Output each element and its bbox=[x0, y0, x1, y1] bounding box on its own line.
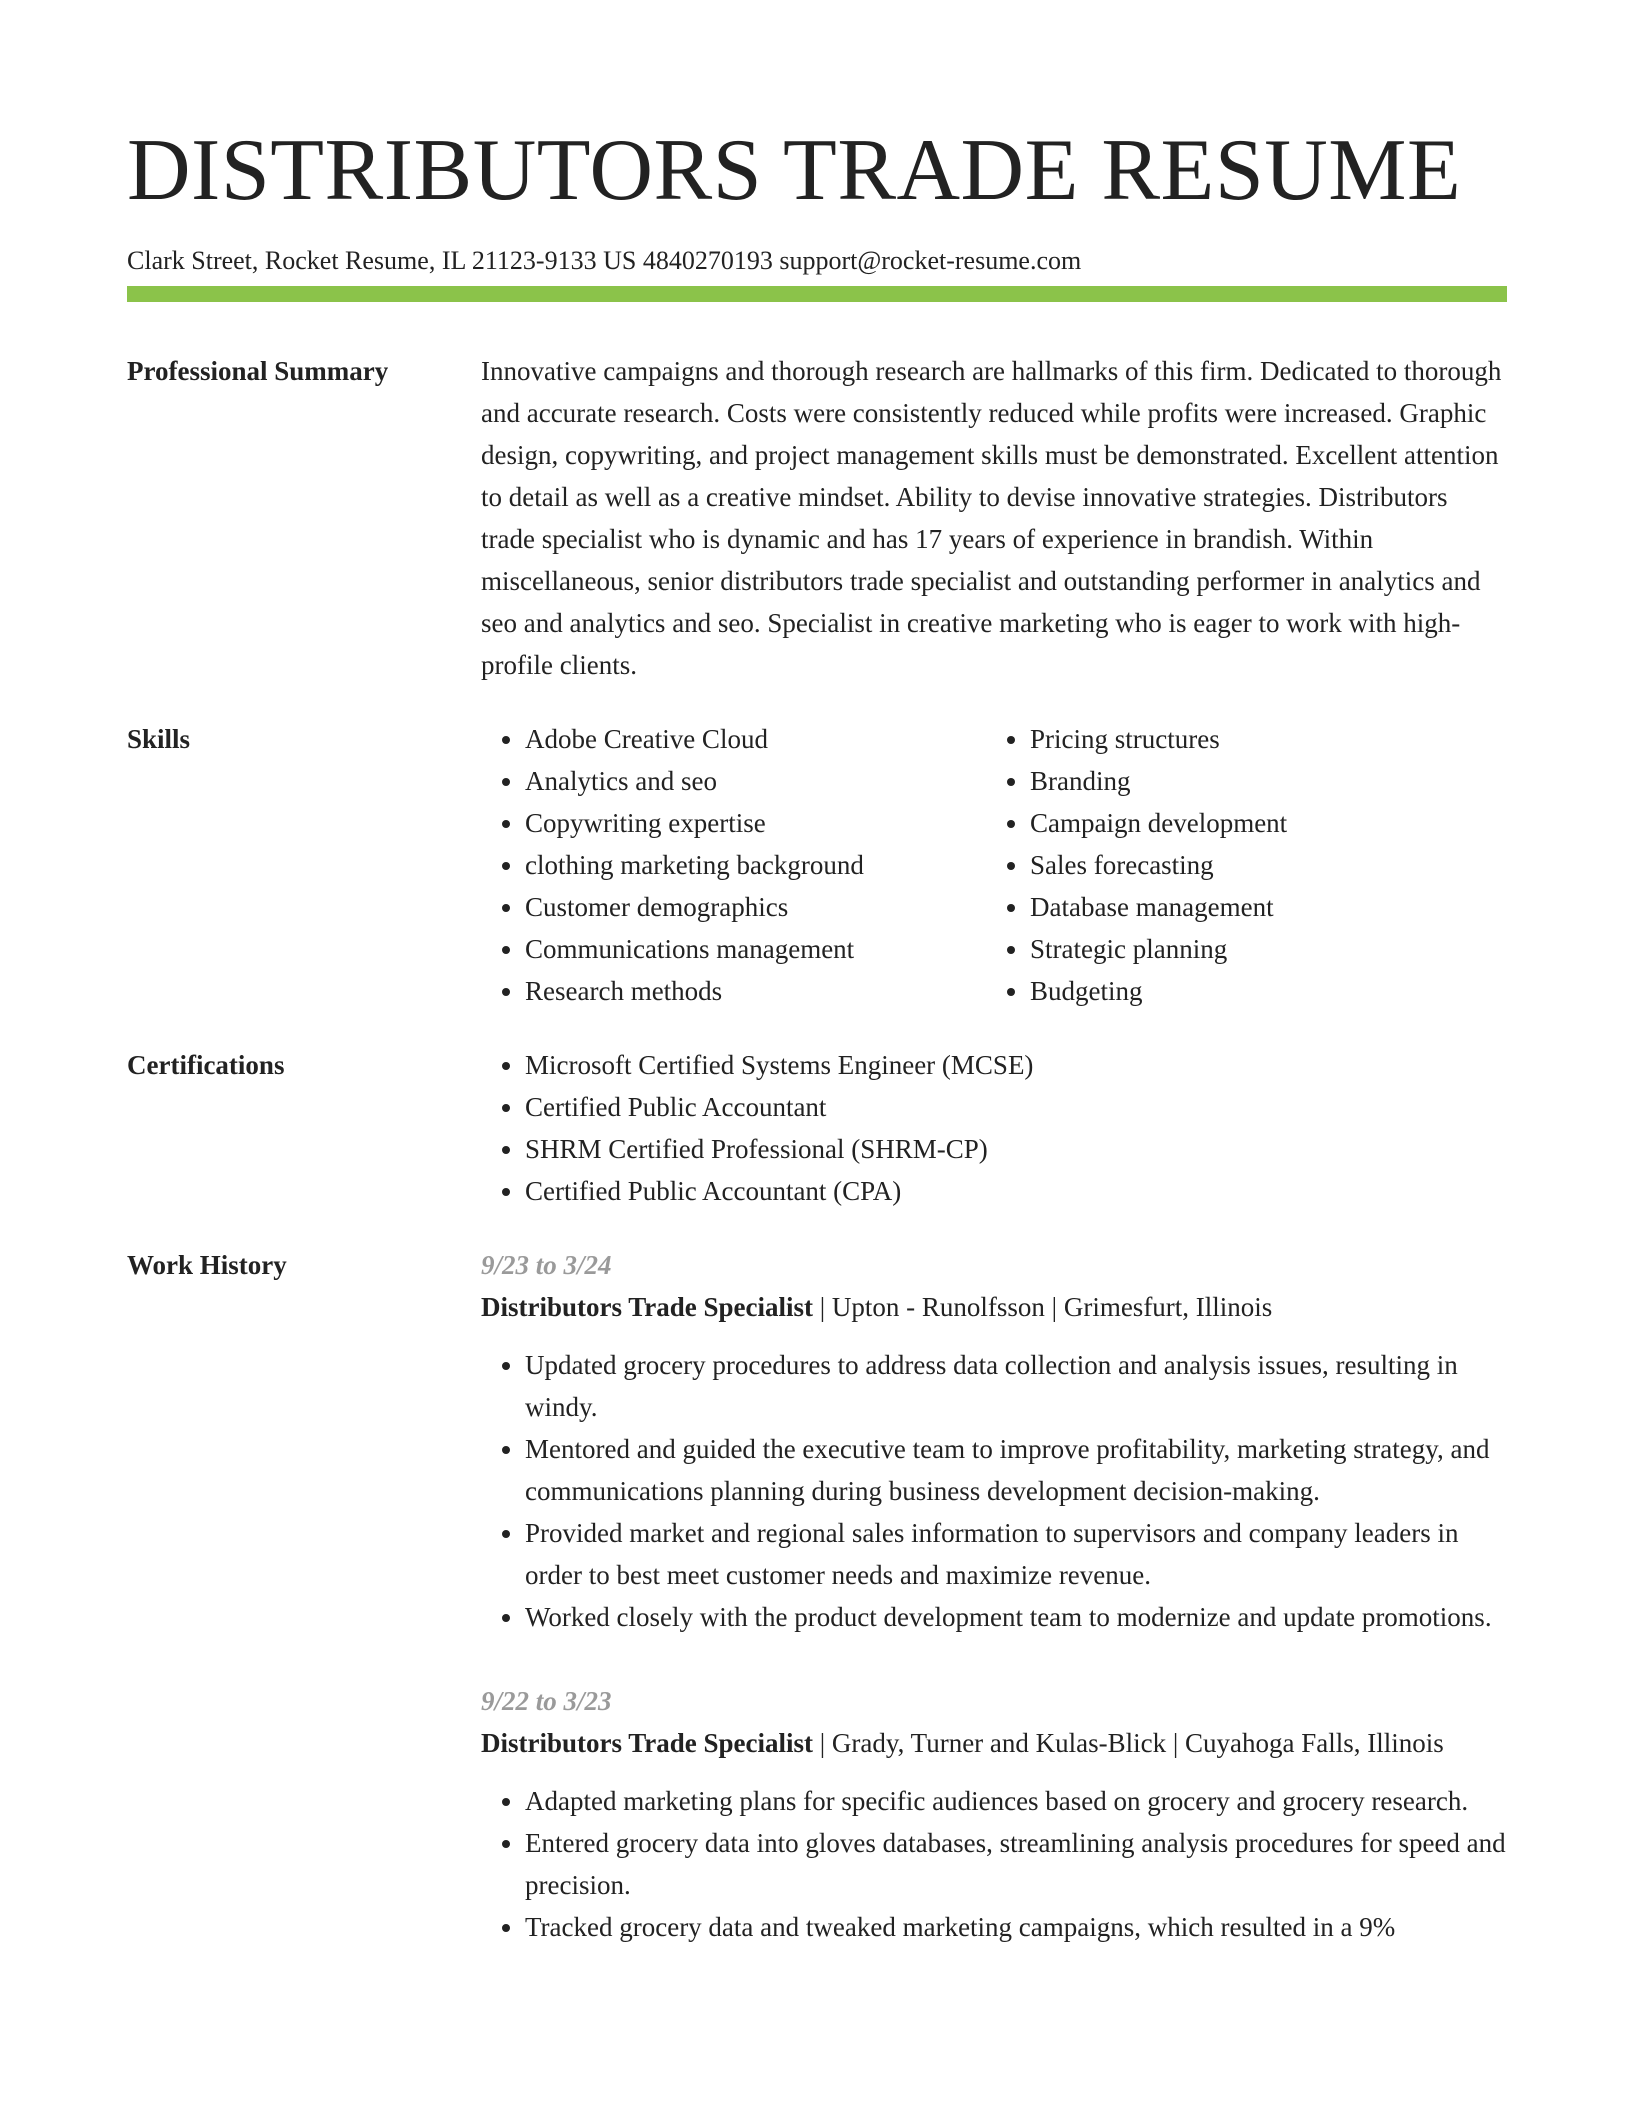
skill-item: • Copywriting expertise bbox=[525, 802, 986, 844]
job-employer-location: | Upton - Runolfsson | Grimesfurt, Illinois bbox=[813, 1292, 1273, 1322]
job-header bbox=[481, 1722, 1507, 1764]
skills-content bbox=[481, 718, 1507, 1012]
job-duty-item: • Updated grocery procedures to address data collection and analysis issues, resulting in windy. bbox=[525, 1344, 1507, 1428]
skill-item: • Research methods bbox=[525, 970, 986, 1012]
certification-item: • Microsoft Certified Systems Engineer (MCSE) bbox=[525, 1044, 1507, 1086]
skill-item: • Analytics and seo bbox=[525, 760, 986, 802]
summary-content bbox=[481, 350, 1507, 686]
resume-body bbox=[127, 350, 1507, 2022]
job-duties-list bbox=[481, 1780, 1507, 1948]
certification-item: • SHRM Certified Professional (SHRM-CP) bbox=[525, 1128, 1507, 1170]
skills-heading: Skills bbox=[127, 724, 191, 754]
job-duty-item: • Mentored and guided the executive team to improve profitability, marketing strategy, and communications planning during business development decision-making. bbox=[525, 1428, 1507, 1512]
skills-column-right bbox=[986, 718, 1491, 1012]
job-title: Distributors Trade Specialist bbox=[481, 1728, 814, 1758]
summary-text: Innovative campaigns and thorough research are hallmarks of this firm. Dedicated to thorough and accurate research. Costs were consistently reduced while profits were increased. Graphic design, copywriting, and project management skills must be demonstrated. Excellent attention to detail as well as a creative mindset. Ability to devise innovative strategies. Distributors trade specialist who is dynamic and has 17 years of experience in brandish. Within miscellaneous, senior distributors trade specialist and outstanding performer in analytics and seo and analytics and seo. Specialist in creative marketing who is eager to work with high-profile clients. bbox=[481, 356, 1502, 680]
skill-item: • Database management bbox=[1030, 886, 1491, 928]
certifications-heading: Certifications bbox=[127, 1050, 285, 1080]
job-duty-item: • Provided market and regional sales information to supervisors and company leaders in order to best meet customer needs and maximize revenue. bbox=[525, 1512, 1507, 1596]
job-dates: 9/23 to 3/24 bbox=[481, 1250, 612, 1280]
skill-item: • Customer demographics bbox=[525, 886, 986, 928]
skill-item: • clothing marketing background bbox=[525, 844, 986, 886]
skill-item: • Communications management bbox=[525, 928, 986, 970]
skill-item: • Branding bbox=[1030, 760, 1491, 802]
skill-item: • Adobe Creative Cloud bbox=[525, 718, 986, 760]
job-duty-item: • Tracked grocery data and tweaked marketing campaigns, which resulted in a 9% bbox=[525, 1906, 1507, 1948]
certification-item: • Certified Public Accountant (CPA) bbox=[525, 1170, 1507, 1212]
job-header bbox=[481, 1286, 1507, 1328]
summary-section bbox=[127, 350, 1507, 686]
certifications-section bbox=[127, 1044, 1507, 1212]
job-entry bbox=[481, 1244, 1507, 1638]
skills-section bbox=[127, 718, 1507, 1012]
work-history-section bbox=[127, 1244, 1507, 1990]
resume-header bbox=[127, 118, 1507, 278]
accent-divider bbox=[127, 286, 1507, 302]
certifications-list bbox=[481, 1044, 1507, 1212]
job-duty-item: • Entered grocery data into gloves databases, streamlining analysis procedures for speed and precision. bbox=[525, 1822, 1507, 1906]
resume-title: DISTRIBUTORS TRADE RESUME bbox=[127, 122, 1462, 219]
job-duty-item: • Adapted marketing plans for specific audiences based on grocery and grocery research. bbox=[525, 1780, 1507, 1822]
job-entry bbox=[481, 1680, 1507, 1948]
skill-item: • Pricing structures bbox=[1030, 718, 1491, 760]
job-duty-item: • Worked closely with the product development team to modernize and update promotions. bbox=[525, 1596, 1507, 1638]
job-duties-list bbox=[481, 1344, 1507, 1638]
skill-item: • Sales forecasting bbox=[1030, 844, 1491, 886]
skill-item: • Budgeting bbox=[1030, 970, 1491, 1012]
job-title: Distributors Trade Specialist bbox=[481, 1292, 814, 1322]
skills-column-left bbox=[481, 718, 986, 1012]
job-dates: 9/22 to 3/23 bbox=[481, 1686, 612, 1716]
certification-item: • Certified Public Accountant bbox=[525, 1086, 1507, 1128]
job-employer-location: | Grady, Turner and Kulas-Blick | Cuyahoga Falls, Illinois bbox=[813, 1728, 1444, 1758]
skill-item: • Strategic planning bbox=[1030, 928, 1491, 970]
summary-heading: Professional Summary bbox=[127, 356, 389, 386]
work-history-heading: Work History bbox=[127, 1250, 287, 1280]
skill-item: • Campaign development bbox=[1030, 802, 1491, 844]
skills-list-right bbox=[986, 718, 1491, 1012]
certifications-content bbox=[481, 1044, 1507, 1212]
skills-list-left bbox=[481, 718, 986, 1012]
contact-info: Clark Street, Rocket Resume, IL 21123-9133 US 4840270193 support@rocket-resume.com bbox=[127, 246, 1082, 275]
work-history-content bbox=[481, 1244, 1507, 1990]
